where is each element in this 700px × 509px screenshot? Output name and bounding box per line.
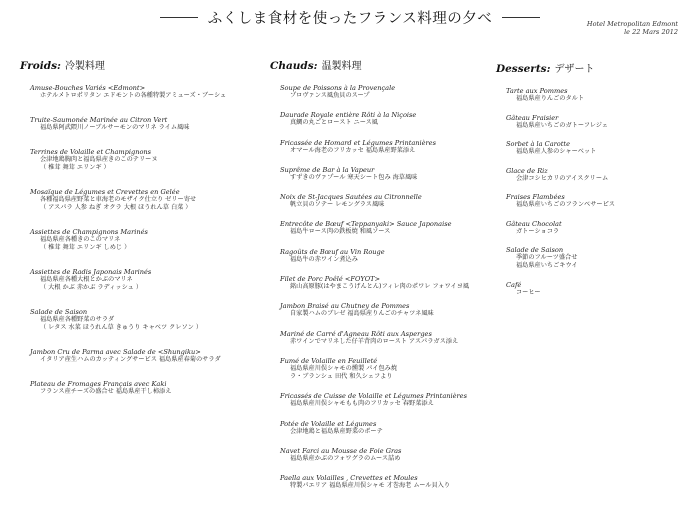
- dish-name-fr: Mariné de Carré d'Agneau Rôti aux Asperges: [280, 329, 432, 338]
- dish-name-fr: Mosaïque de Légumes et Crevettes en Gelée: [30, 188, 180, 196]
- dish-name-fr: Salade de Saison: [506, 246, 564, 254]
- dish-name-fr: Assiettes de Champignons Marinés: [30, 228, 148, 236]
- menu-item: [30, 148, 275, 172]
- menu-item: [280, 139, 495, 155]
- menu-item: [30, 84, 275, 100]
- dish-description-ja: 福島県産各種野菜のサラダ: [40, 316, 115, 323]
- dish-name-fr: Fumé de Volaille en Feuilleté: [280, 356, 378, 365]
- dish-description-ja: ガトーショコラ: [516, 227, 560, 235]
- dish-name-fr: Amuse-Bouches Variés <Edmont>: [30, 84, 146, 92]
- dish-name-fr: Café: [506, 280, 522, 289]
- dish-name-fr: Noix de St-Jacques Sautées au Citronnelle: [280, 193, 422, 202]
- froids-heading-ja: 冷製料理: [64, 61, 105, 72]
- dish-description-ja: 福島県産各種大根とかぶのマリネ: [40, 276, 133, 283]
- menu-item: [280, 420, 495, 436]
- dish-description-ja: 福島牛の赤ワイン煮込み: [290, 255, 358, 263]
- menu-item: [280, 330, 495, 346]
- desserts-heading-fr: Desserts:: [496, 63, 551, 75]
- dish-description-ja: 福島県産いちごのガトーフレジェ: [516, 121, 608, 129]
- menu-item: [280, 447, 495, 463]
- dish-description-ja: コーヒー: [516, 288, 541, 296]
- menu-item: [30, 268, 275, 292]
- menu-item: [506, 281, 691, 297]
- dish-name-fr: Glace de Riz: [506, 166, 548, 175]
- dish-description-ja: （ 椎茸 舞茸 エリンギ しめじ ）: [40, 244, 131, 251]
- chauds-column: [270, 57, 495, 501]
- menu-item: [280, 275, 495, 291]
- menu-item: [280, 220, 495, 236]
- menu-item: [30, 228, 275, 252]
- dish-description-ja: 福島県産かぶのフォワグラのムース詰め: [290, 454, 401, 462]
- dish-name-fr: Sorbet à la Carotte: [506, 140, 570, 148]
- menu-item: [280, 392, 495, 408]
- dish-description-ja: 会津地鶏と福島県産野菜のポーテ: [290, 427, 383, 435]
- menu-item: [506, 140, 691, 156]
- dish-description-ja: （ 大根 かぶ 赤かぶ ラディッシュ ）: [40, 284, 143, 291]
- dish-name-fr: Ragoûts de Bœuf au Vin Rouge: [280, 247, 385, 256]
- menu-item: [280, 302, 495, 318]
- dish-description-ja: （ レタス 水菜 ほうれん草 きゅうり キャベツ クレソン ）: [40, 324, 203, 331]
- menu-item: [280, 357, 495, 381]
- dish-description-ja: 福島県産川俣シャモの燻製 パイ包み焼: [290, 364, 398, 372]
- dish-description-ja: ラ・ブランシュ 田代 和久シェフより: [290, 372, 393, 380]
- dish-description-ja: 会津地鶏胸肉と福島県産きのこのテリーヌ: [40, 156, 158, 163]
- dish-description-ja: 福島県産各種きのこのマリネ: [40, 236, 121, 243]
- dish-description-ja: イタリア産生ハムのカッティングサービス 福島県産春菊のサラダ: [40, 356, 221, 363]
- menu-item: [30, 188, 275, 212]
- dish-name-fr: Suprême de Bar à la Vapeur: [280, 165, 375, 174]
- dish-description-ja: 赤ワインでマリネした仔羊背肉のロースト アスパラガス添え: [290, 337, 459, 345]
- dish-name-fr: Paella aux Volailles , Crevettes et Moules: [280, 474, 418, 483]
- hotel-name: Hotel Metropolitan Edmont: [586, 20, 678, 28]
- menu-item: [506, 246, 691, 270]
- menu-item: [30, 380, 275, 396]
- dish-description-ja: 各種福島県産野菜と車海老のモザイク仕立り ゼリー寄せ: [40, 196, 197, 203]
- desserts-heading: [496, 60, 691, 75]
- froids-heading: [20, 57, 275, 72]
- dish-description-ja: 自家製ハムのブレゼ 福島県産りんごのチャツネ風味: [290, 310, 434, 318]
- dish-description-ja: 特製パエリア 福島県産川俣シャモ 才巻海老 ムール貝入り: [290, 482, 451, 490]
- menu-item: [280, 111, 495, 127]
- dish-description-ja: 真鯛の丸ごとロースト ニース風: [290, 119, 378, 127]
- menu-item: [30, 348, 275, 364]
- dish-name-fr: Potée de Volaille et Légumes: [280, 419, 377, 428]
- menu-item: [506, 193, 691, 209]
- chauds-heading-fr: Chauds:: [270, 60, 318, 72]
- menu-item: [30, 116, 275, 132]
- dish-name-fr: Fricassée de Homard et Légumes Printanières: [280, 138, 436, 147]
- title-rule-right: [502, 17, 540, 18]
- dish-name-fr: Salade de Saison: [30, 308, 88, 316]
- dish-name-fr: Jambon Braisé au Chutney de Pommes: [280, 302, 410, 311]
- dish-name-fr: Soupe de Poissons à la Provençale: [280, 84, 396, 92]
- dish-description-ja: 季節のフルーツ盛合せ: [516, 254, 578, 261]
- dish-description-ja: 福島牛ロース肉の鉄板焼 和風ソース: [290, 228, 391, 236]
- chauds-heading-ja: 温製料理: [321, 61, 362, 72]
- dish-name-fr: Tarte aux Pommes: [506, 87, 568, 95]
- dish-description-ja: 福島県産いちごのフランベサーピス: [516, 201, 615, 208]
- desserts-items: [496, 87, 691, 297]
- desserts-column: [496, 60, 691, 307]
- title-rule-left: [160, 17, 198, 18]
- menu-item: [280, 474, 495, 490]
- menu-item: [280, 166, 495, 182]
- dish-description-ja: 福島県産りんごのタルト: [516, 95, 585, 102]
- dish-description-ja: すずきのヴァプール 寒天シート包み 海草風味: [290, 173, 418, 181]
- menu-item: [30, 308, 275, 332]
- dish-name-fr: Gâteau Chocolat: [506, 219, 562, 228]
- dish-description-ja: プロヴァンス風魚貝のスープ: [290, 92, 370, 99]
- menu-item: [280, 248, 495, 264]
- chauds-heading: [270, 57, 495, 72]
- desserts-heading-ja: デザート: [554, 64, 595, 75]
- chauds-items: [270, 84, 495, 490]
- dish-name-fr: Filet de Porc Poêlé <FOYOT>: [280, 275, 381, 284]
- dish-description-ja: ホテルメトロポリタン エドモントの各種特製アミューズ・ブーシュ: [40, 92, 227, 99]
- menu-item: [506, 167, 691, 183]
- dish-description-ja: 帆立貝のソテー レモングラス風味: [290, 201, 385, 209]
- dish-description-ja: 福島県産いちごキウイ: [516, 262, 578, 269]
- dish-description-ja: フランス産チーズの盛合せ 福島県産干し柿添え: [40, 388, 172, 395]
- dish-description-ja: 福島県産川俣シャモもも肉のフリカッセ 春野菜添え: [290, 400, 434, 408]
- dish-description-ja: 銘山高原豚(はやまこうげんとん)フィレ肉のポワレ フォワイヨ風: [290, 283, 470, 291]
- froids-items: [20, 84, 275, 396]
- dish-name-fr: Assiettes de Radis Japonais Marinés: [30, 268, 152, 276]
- dish-description-ja: 会津コシヒカリのアイスクリーム: [516, 174, 609, 182]
- dish-name-fr: Jambon Cru de Parma avec Salade de <Shungiku>: [30, 348, 201, 356]
- menu-item: [280, 193, 495, 209]
- dish-name-fr: Daurade Royale entière Rôti à la Niçoise: [280, 111, 417, 120]
- dish-description-ja: （ アスパラ 人参 ねぎ オクラ 大根 ほうれん草 白菜 ）: [40, 204, 192, 211]
- dish-name-fr: Truite-Saumonée Marinée au Citron Vert: [30, 116, 168, 124]
- menu-item: [506, 87, 691, 103]
- dish-name-fr: Gâteau Fraisier: [506, 113, 559, 122]
- froids-column: [20, 57, 275, 412]
- page-title: ふくしま食材を使ったフランス料理の夕べ: [207, 10, 493, 27]
- dish-name-fr: Fricassés de Cuisse de Volaille et Légumes Printanières: [280, 392, 467, 401]
- hotel-info: [587, 20, 678, 36]
- dish-description-ja: 福島県阿武隈川ノーブルサーモンのマリネ ライム風味: [40, 124, 190, 131]
- dish-name-fr: Terrines de Volaille et Champignons: [30, 148, 152, 156]
- dish-description-ja: 福島県産人参のシャーベット: [516, 148, 597, 155]
- dish-description-ja: オマール海老のフリカッセ 福島県産野菜添え: [290, 146, 416, 154]
- event-date: le 22 Mars 2012: [624, 28, 678, 36]
- menu-item: [506, 220, 691, 236]
- menu-item: [280, 84, 495, 100]
- dish-name-fr: Plateau de Fromages Français avec Kaki: [30, 380, 167, 388]
- menu-item: [506, 114, 691, 130]
- froids-heading-fr: Froids:: [20, 60, 61, 72]
- dish-name-fr: Fraises Flambées: [506, 193, 565, 201]
- dish-name-fr: Navet Farci au Mousse de Foie Gras: [280, 446, 402, 455]
- dish-description-ja: （ 椎茸 舞茸 エリンギ ）: [40, 164, 110, 171]
- dish-name-fr: Entrecôte de Bœuf <Teppanyaki> Sauce Japonaise: [280, 220, 452, 229]
